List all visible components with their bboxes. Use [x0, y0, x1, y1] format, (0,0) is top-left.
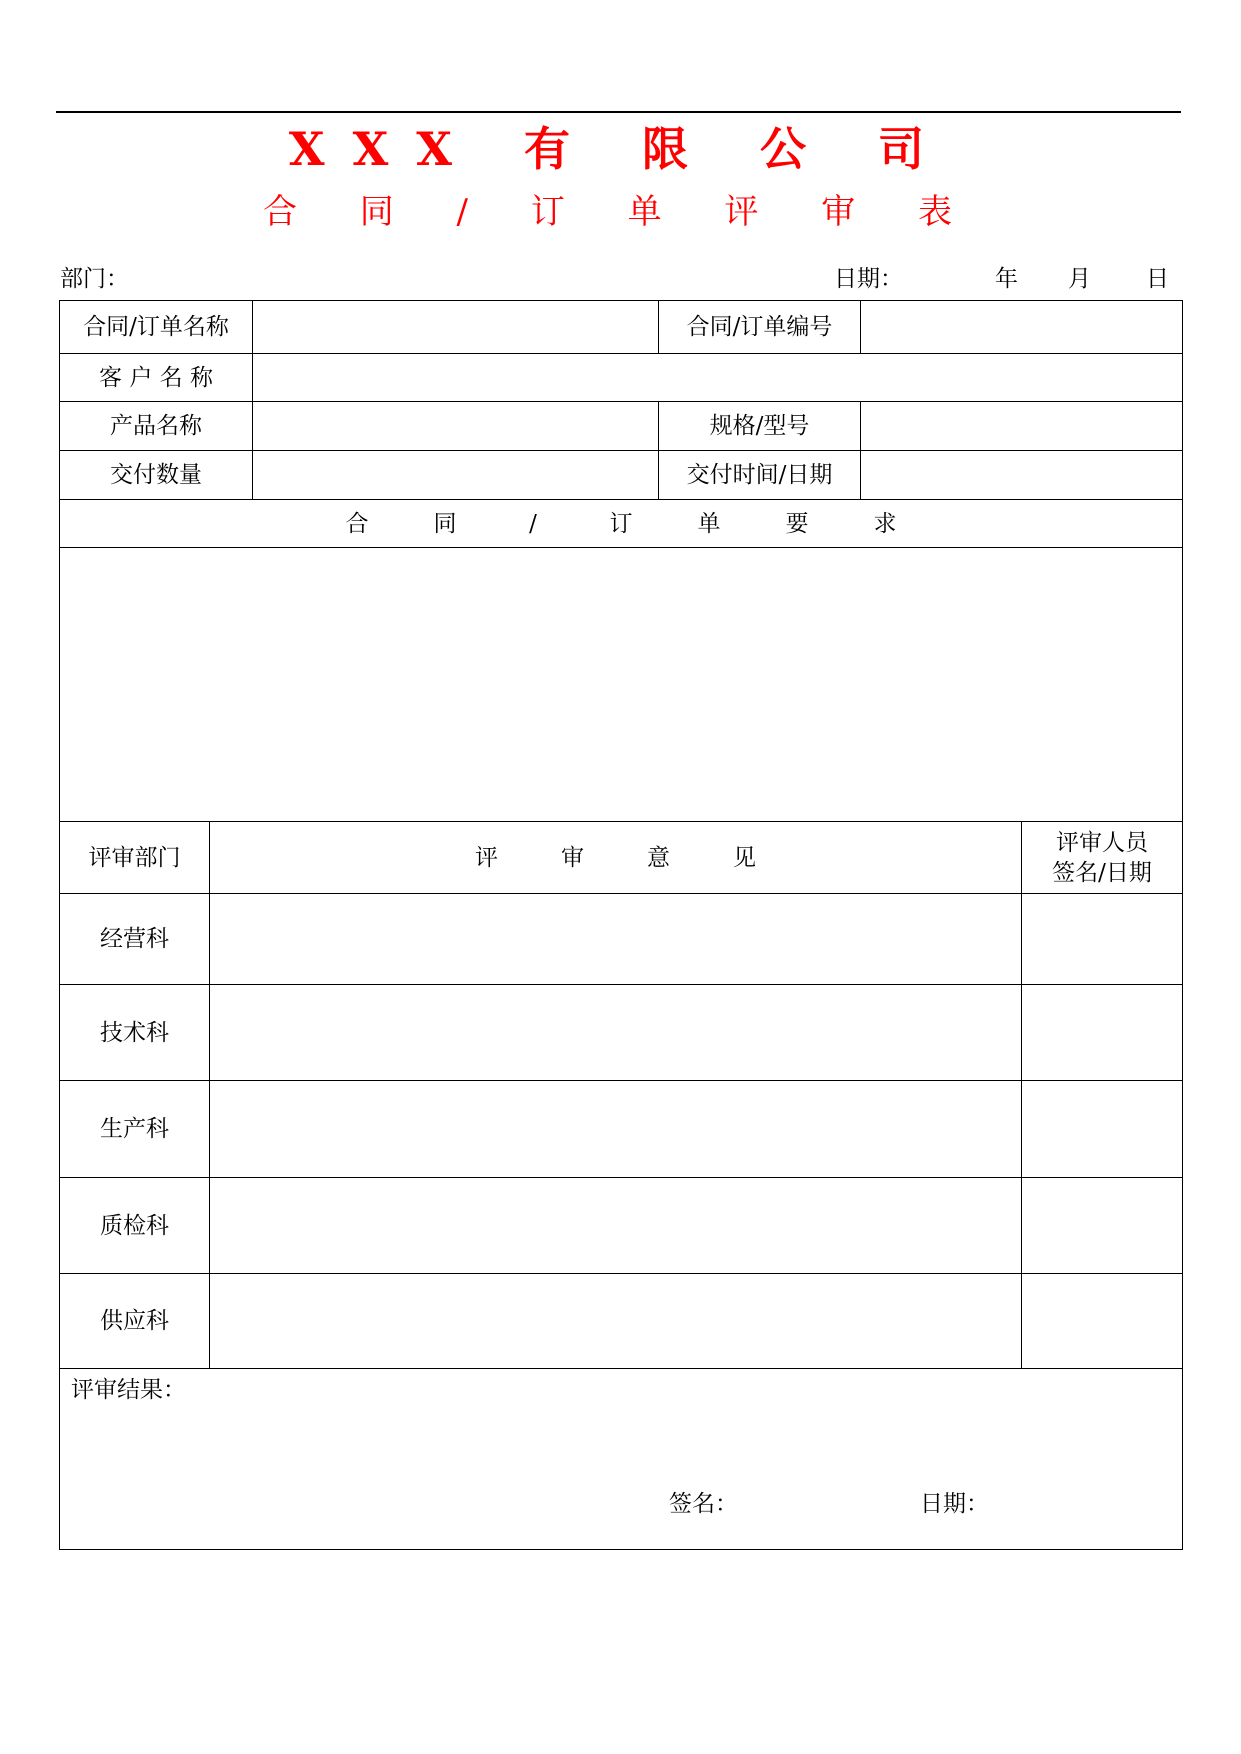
review-dept-cell: 供应科: [60, 1274, 210, 1369]
contract-name-label: 合同/订单名称: [60, 301, 253, 354]
table-row: [60, 451, 1183, 500]
review-opinion-field[interactable]: [210, 985, 1022, 1081]
requirements-header-char: 要: [785, 510, 809, 537]
review-dept-cell: 经营科: [60, 894, 210, 985]
result-sign-label: 签名：: [669, 1491, 738, 1517]
requirements-header-char: 订: [609, 510, 633, 537]
requirements-header: [60, 500, 1183, 548]
review-signer-field[interactable]: [1022, 894, 1183, 985]
review-opinion-field[interactable]: [210, 1081, 1022, 1178]
review-result-field[interactable]: [60, 1369, 1183, 1550]
opinion-header-char: 评: [475, 844, 498, 871]
department-label: 部门：: [60, 266, 129, 292]
review-signer-field[interactable]: [1022, 1178, 1183, 1274]
signer-header-line1: 评审人员: [1056, 829, 1148, 856]
table-row: [60, 1178, 1183, 1274]
requirements-header-char: 同: [433, 510, 457, 537]
review-signer-field[interactable]: [1022, 985, 1183, 1081]
date-year-label: 年: [995, 266, 1018, 292]
date-day-label: 日: [1146, 266, 1169, 292]
requirements-header-char: /: [529, 510, 537, 537]
review-signer-field[interactable]: [1022, 1274, 1183, 1369]
table-row: [60, 500, 1183, 548]
signer-header-line2: 签名/日期: [1052, 859, 1152, 886]
review-dept-cell: 生产科: [60, 1081, 210, 1178]
product-name-label: 产品名称: [60, 402, 253, 451]
review-signer-field[interactable]: [1022, 1081, 1183, 1178]
contract-name-field[interactable]: [253, 301, 659, 354]
spec-model-field[interactable]: [861, 402, 1183, 451]
form-subtitle: 合 同 / 订 单 评 审 表: [262, 192, 979, 232]
table-row: [60, 301, 1183, 354]
company-title: XXX 有 限 公 司: [288, 122, 953, 176]
requirements-header-char: 单: [697, 510, 721, 537]
review-opinion-field[interactable]: [210, 894, 1022, 985]
review-dept-cell: 质检科: [60, 1178, 210, 1274]
requirements-header-char: 求: [873, 510, 897, 537]
review-result-label: 评审结果：: [71, 1377, 186, 1403]
table-row: [60, 1274, 1183, 1369]
table-row: [60, 1369, 1183, 1550]
signer-header: [1022, 822, 1183, 894]
review-dept-cell: 技术科: [60, 985, 210, 1081]
date-month-label: 月: [1068, 266, 1091, 292]
customer-name-label: 客 户 名 称: [60, 354, 253, 402]
review-opinion-header: [210, 822, 1022, 894]
table-row: [60, 894, 1183, 985]
delivery-time-label: 交付时间/日期: [659, 451, 861, 500]
table-row: [60, 548, 1183, 822]
contract-no-label: 合同/订单编号: [659, 301, 861, 354]
table-row: [60, 402, 1183, 451]
delivery-time-field[interactable]: [861, 451, 1183, 500]
result-date-label: 日期：: [920, 1491, 989, 1517]
table-row: [60, 822, 1183, 894]
table-row: [60, 1081, 1183, 1178]
opinion-header-char: 意: [647, 844, 670, 871]
requirements-header-char: 合: [345, 510, 369, 537]
date-label: 日期：: [834, 266, 903, 292]
contract-no-field[interactable]: [861, 301, 1183, 354]
review-dept-header: 评审部门: [60, 822, 210, 894]
opinion-header-char: 见: [733, 844, 756, 871]
customer-name-field[interactable]: [253, 354, 1183, 402]
delivery-qty-field[interactable]: [253, 451, 659, 500]
review-form-table: [59, 300, 1183, 1550]
table-row: [60, 354, 1183, 402]
requirements-field[interactable]: [60, 548, 1183, 822]
product-name-field[interactable]: [253, 402, 659, 451]
opinion-header-char: 审: [561, 844, 584, 871]
review-opinion-field[interactable]: [210, 1274, 1022, 1369]
top-rule: [56, 111, 1181, 113]
spec-model-label: 规格/型号: [659, 402, 861, 451]
table-row: [60, 985, 1183, 1081]
delivery-qty-label: 交付数量: [60, 451, 253, 500]
review-opinion-field[interactable]: [210, 1178, 1022, 1274]
